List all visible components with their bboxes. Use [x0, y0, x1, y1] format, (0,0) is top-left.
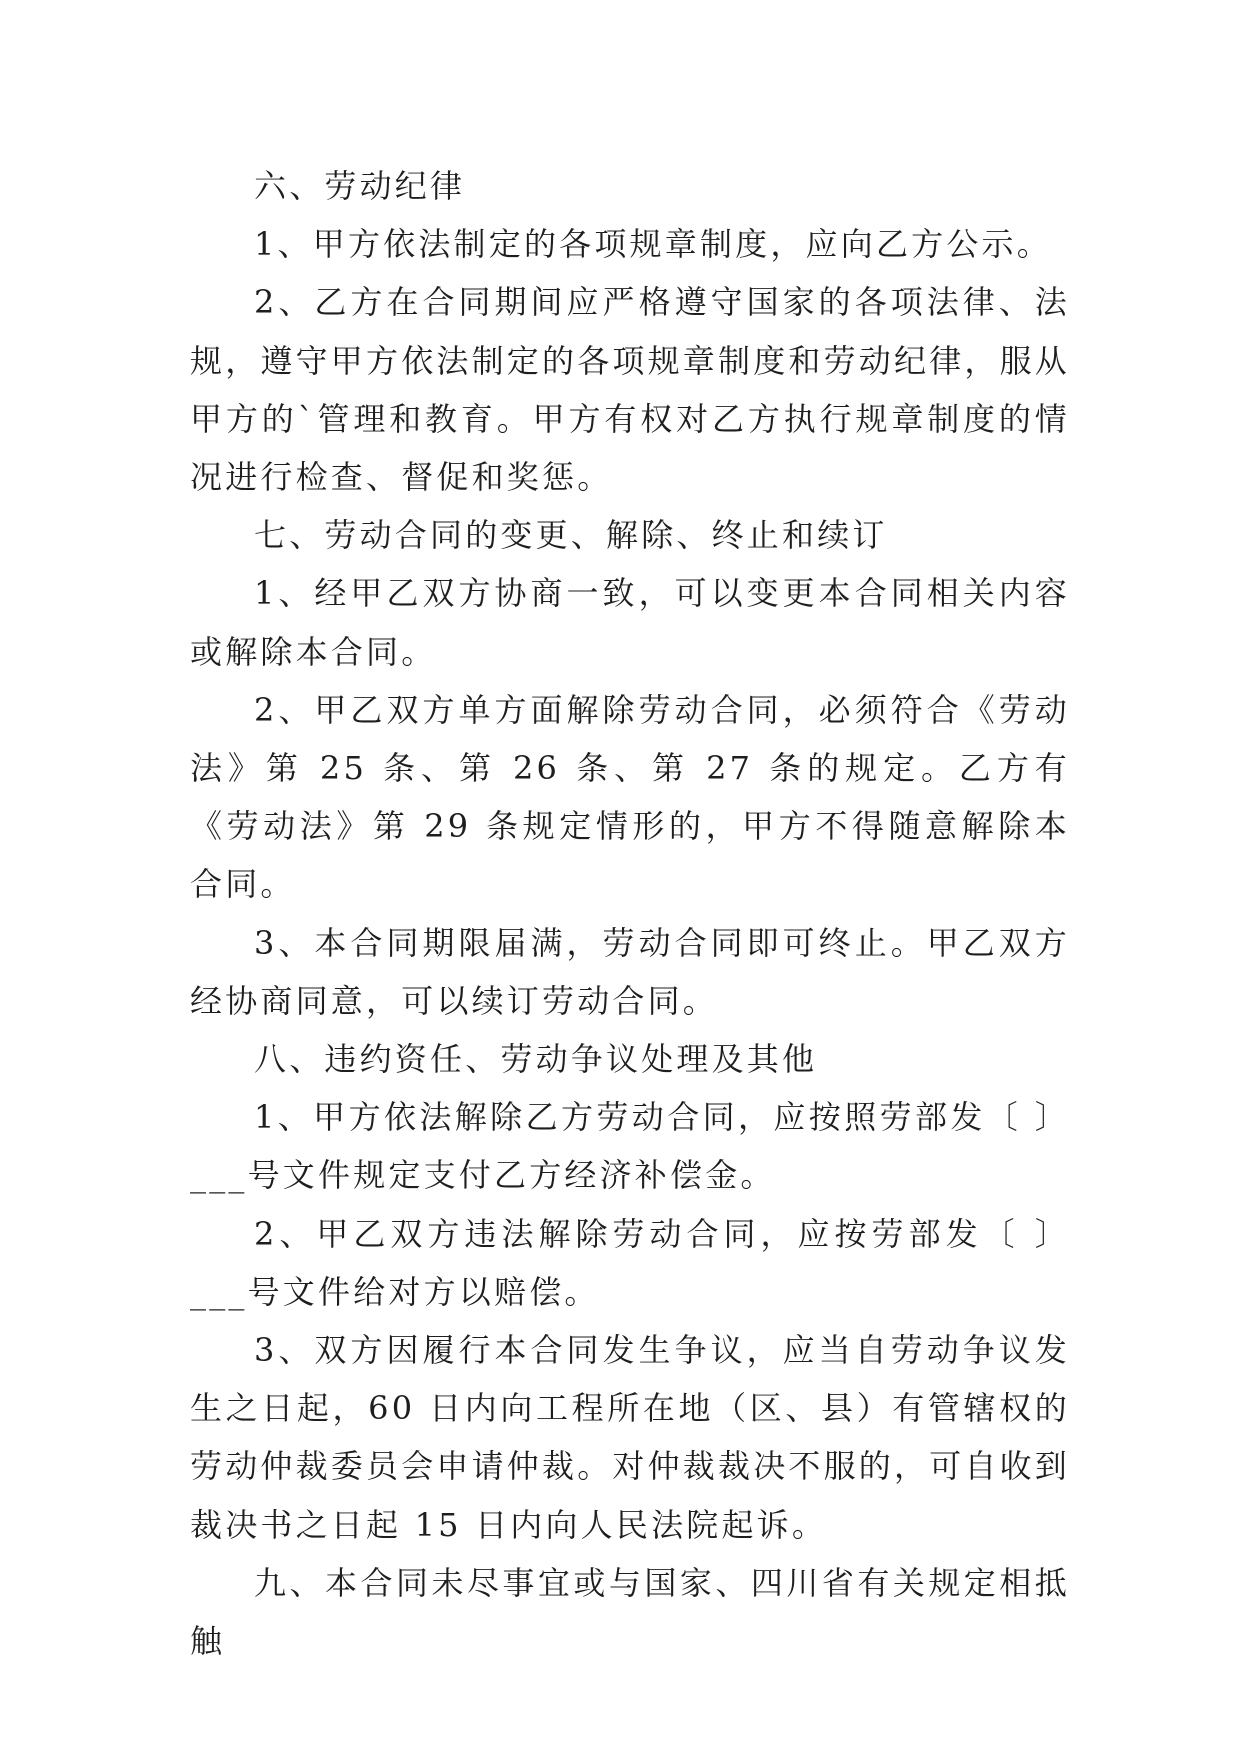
contract-body — [190, 157, 1070, 1670]
paragraph: 1、经甲乙双方协商一致，可以变更本合同相关内容或解除本合同。 — [190, 574, 1070, 671]
paragraph: 1、甲方依法解除乙方劳动合同，应按照劳部发〔 〕___号文件规定支付乙方经济补偿金。 — [190, 1098, 1070, 1195]
section-heading-liability-disputes: 八、违约资任、劳动争议处理及其他 — [254, 1040, 818, 1079]
paragraph: 3、双方因履行本合同发生争议，应当自劳动争议发生之日起，60 日内向工程所在地（区、县）有管辖权的劳动仲裁委员会申请仲裁。对仲裁裁决不服的，可自收到裁决书之日起 15 日内向人民法院起诉。 — [190, 1331, 1071, 1544]
section-heading-contract-changes: 七、劳动合同的变更、解除、终止和续订 — [254, 516, 888, 555]
paragraph: 2、甲乙双方违法解除劳动合同，应按劳部发〔 〕___号文件给对方以赔偿。 — [190, 1214, 1070, 1311]
paragraph: 3、本合同期限届满，劳动合同即可终止。甲乙双方经协商同意，可以续订劳动合同。 — [190, 923, 1070, 1020]
paragraph: 2、甲乙双方单方面解除劳动合同，必须符合《劳动法》第 25 条、第 26 条、第 27 条的规定。乙方有《劳动法》第 29 条规定情形的，甲方不得随意解除本合同。 — [190, 690, 1070, 904]
paragraph: 1、甲方依法制定的各项规章制度，应向乙方公示。 — [254, 225, 1052, 264]
section-heading-other-matters: 九、本合同未尽事宜或与国家、四川省有关规定相抵触 — [190, 1563, 1070, 1661]
paragraph: 2、乙方在合同期间应严格遵守国家的各项法律、法规，遵守甲方依法制定的各项规章制度和劳动纪律，服从甲方的`管理和教育。甲方有权对乙方执行规章制度的情况进行检查、督促和奖惩。 — [190, 283, 1071, 497]
section-heading-labor-discipline: 六、劳动纪律 — [254, 167, 466, 205]
